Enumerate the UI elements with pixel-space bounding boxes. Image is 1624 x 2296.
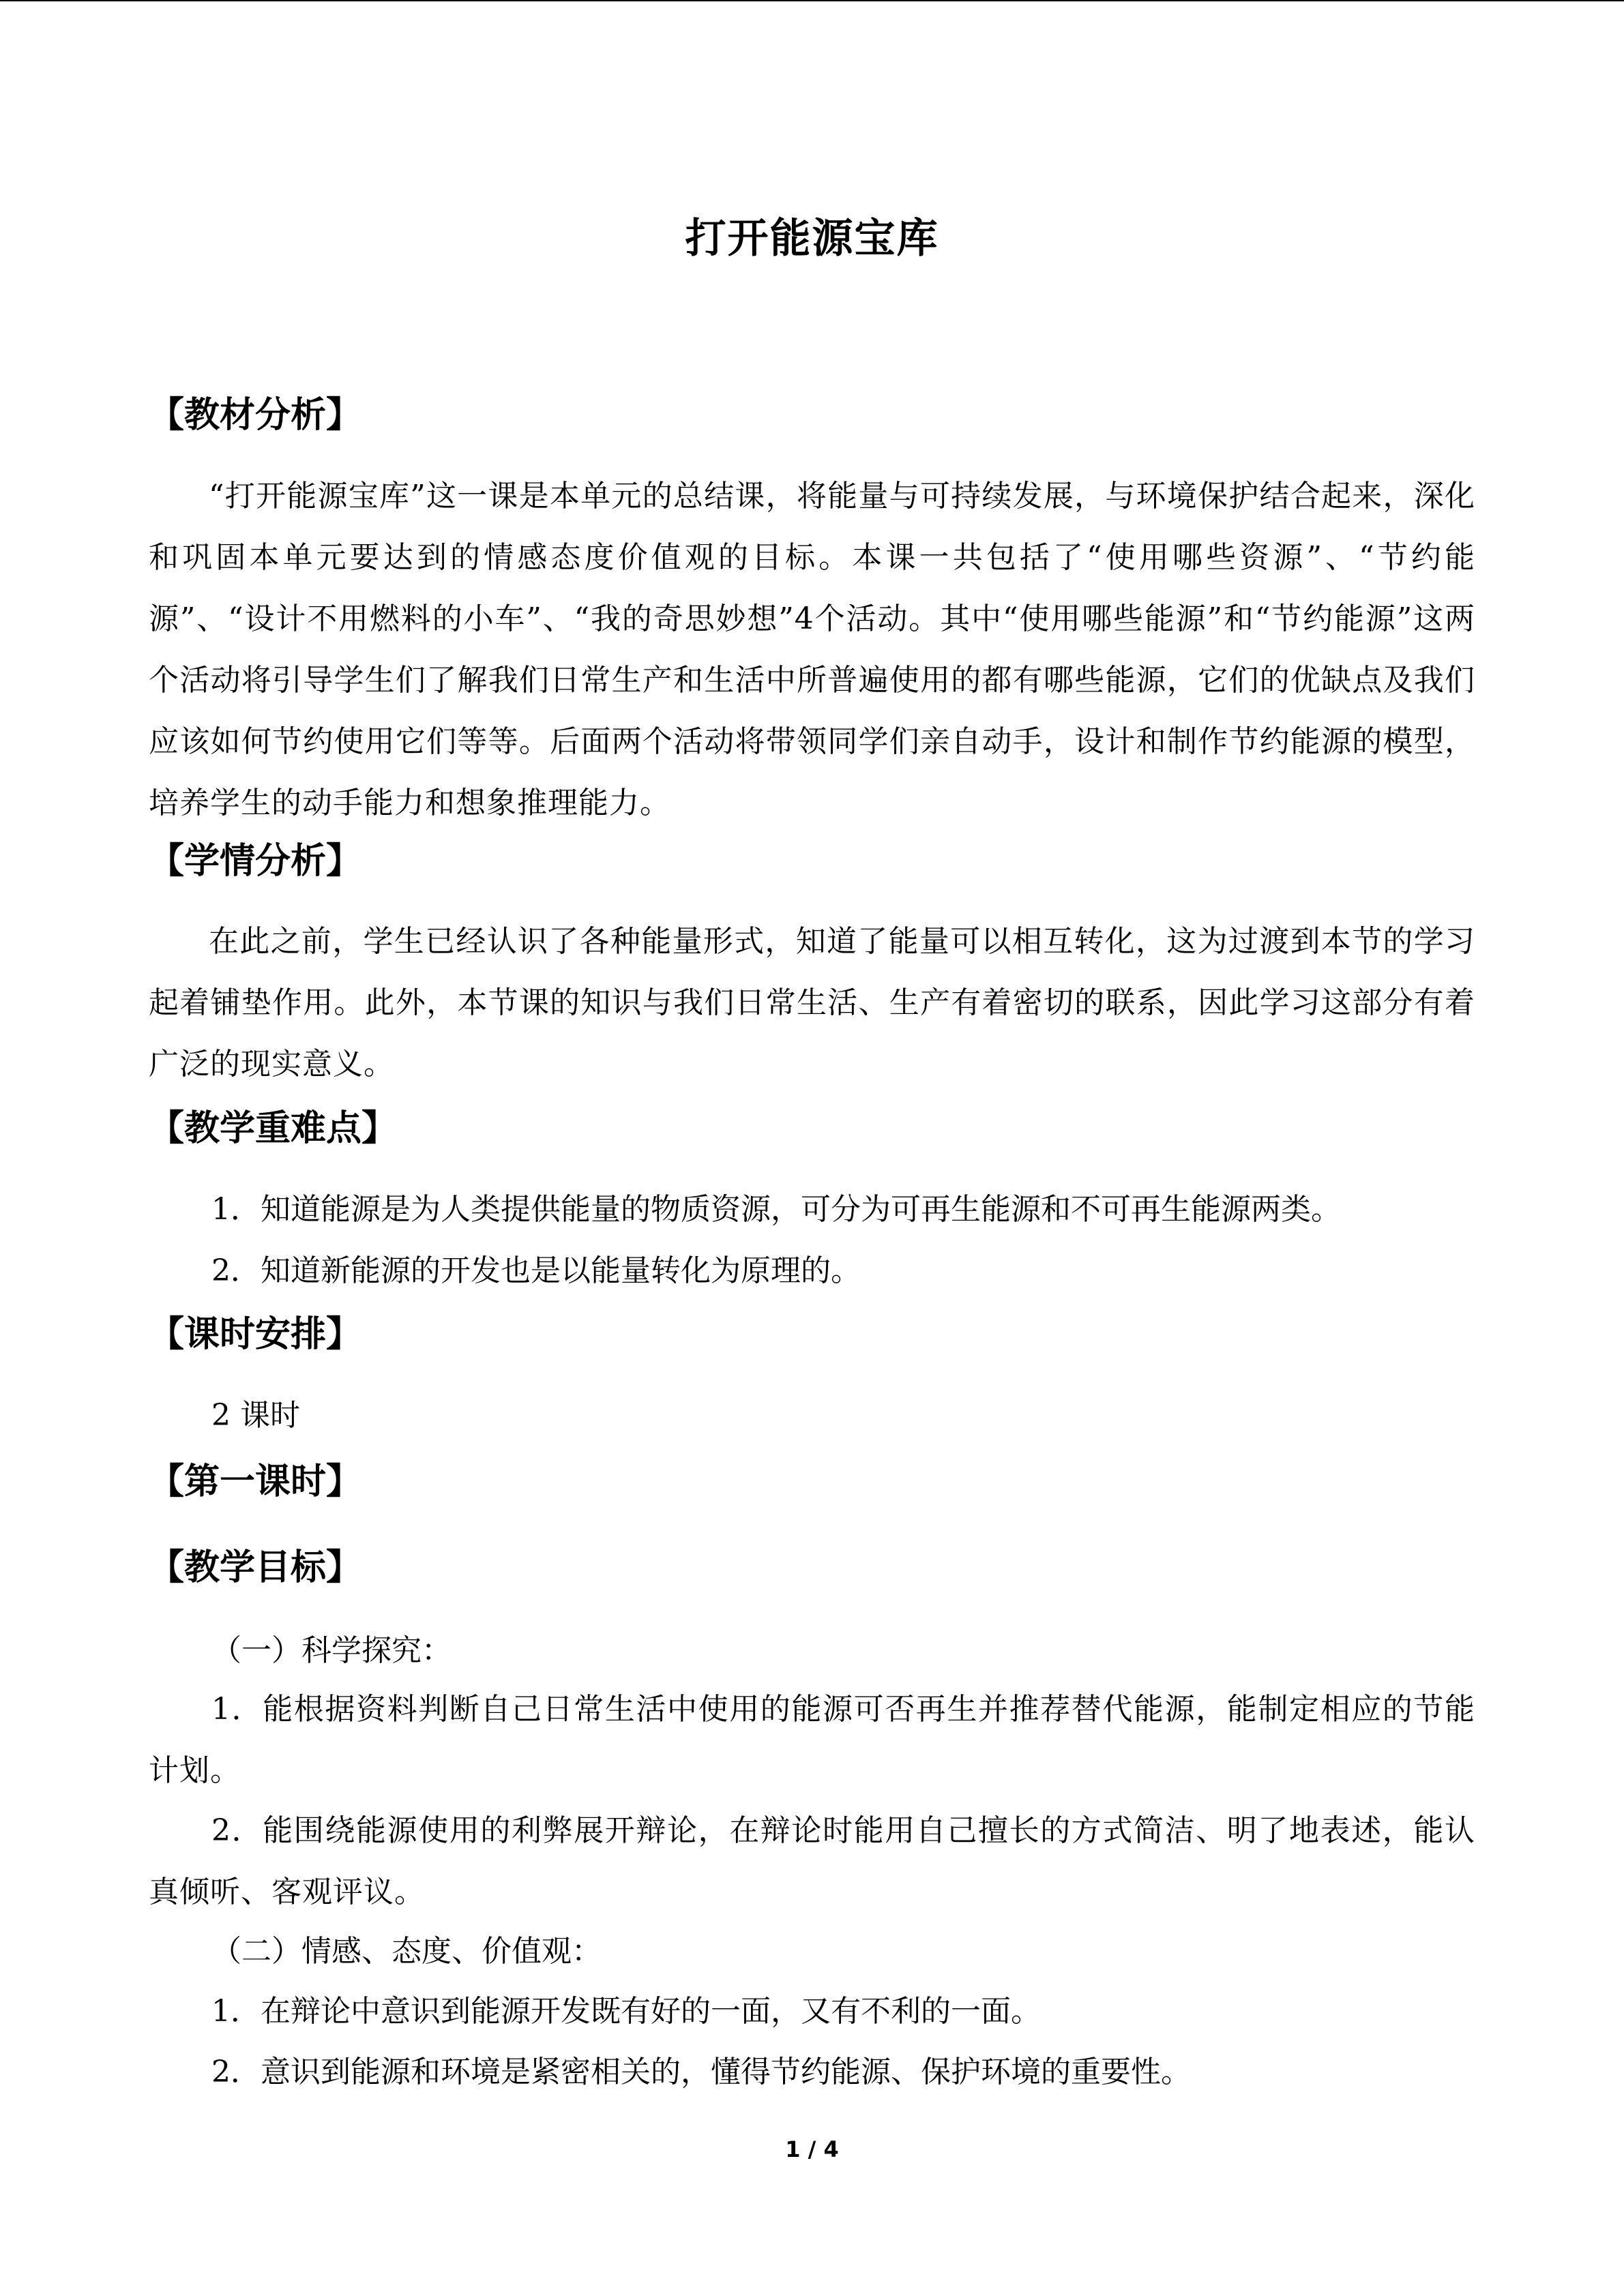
document-title: 打开能源宝库 bbox=[685, 215, 939, 263]
heading-schedule: 【课时安排】 bbox=[149, 1314, 362, 1355]
objective-item: 1．在辩论中意识到能源开发既有好的一面，又有不利的一面。 bbox=[211, 1994, 1041, 2029]
paragraph-material-analysis: “打开能源宝库”这一课是本单元的总结课，将能量与可持续发展，与环境保护结合起来，深化和巩固本单元要达到的情感态度价值观的目标。本课一共包括了“使用哪些资源”、“节约能源”、“设计不用燃料的小车”、“我的奇思妙想”4个活动。其中“使用哪些能源”和“节约能源”这两个活动将引导学生们了解我们日常生产和生活中所普遍使用的都有哪些能源，它们的优缺点及我们应该如何节约使用它们等等。后面两个活动将带领同学们亲自动手，设计和制作节约能源的模型，培养学生的动手能力和想象推理能力。 bbox=[149, 479, 1475, 820]
objectives-part1-title: （一）科学探究： bbox=[211, 1633, 452, 1668]
heading-key-points: 【教学重难点】 bbox=[149, 1108, 398, 1149]
heading-first-lesson: 【第一课时】 bbox=[149, 1461, 362, 1502]
heading-material-analysis: 【教材分析】 bbox=[149, 395, 362, 436]
paragraph-learner-analysis: 在此之前，学生已经认识了各种能量形式，知道了能量可以相互转化，这为过渡到本节的学习起着铺垫作用。此外，本节课的知识与我们日常生活、生产有着密切的联系，因此学习这部分有着广泛的现实意义。 bbox=[149, 924, 1475, 1082]
objective-item: 1．能根据资料判断自己日常生活中使用的能源可否再生并推荐替代能源，能制定相应的节能计划。 bbox=[149, 1692, 1475, 1788]
key-point-item: 1．知道能源是为人类提供能量的物质资源，可分为可再生能源和不可再生能源两类。 bbox=[211, 1192, 1341, 1227]
objective-item: 2．意识到能源和环境是紧密相关的，懂得节约能源、保护环境的重要性。 bbox=[211, 2055, 1191, 2089]
objectives-part2-title: （二）情感、态度、价值观： bbox=[211, 1934, 602, 1969]
page-number: 1 / 4 bbox=[785, 2136, 839, 2162]
heading-objectives: 【教学目标】 bbox=[149, 1547, 362, 1588]
schedule-text: 2 课时 bbox=[211, 1398, 300, 1433]
objective-item: 2．能围绕能源使用的利弊展开辩论，在辩论时能用自己擅长的方式简洁、明了地表述，能认真倾听、客观评议。 bbox=[149, 1813, 1475, 1909]
key-point-item: 2．知道新能源的开发也是以能量转化为原理的。 bbox=[211, 1253, 861, 1288]
heading-learner-analysis: 【学情分析】 bbox=[149, 841, 362, 882]
